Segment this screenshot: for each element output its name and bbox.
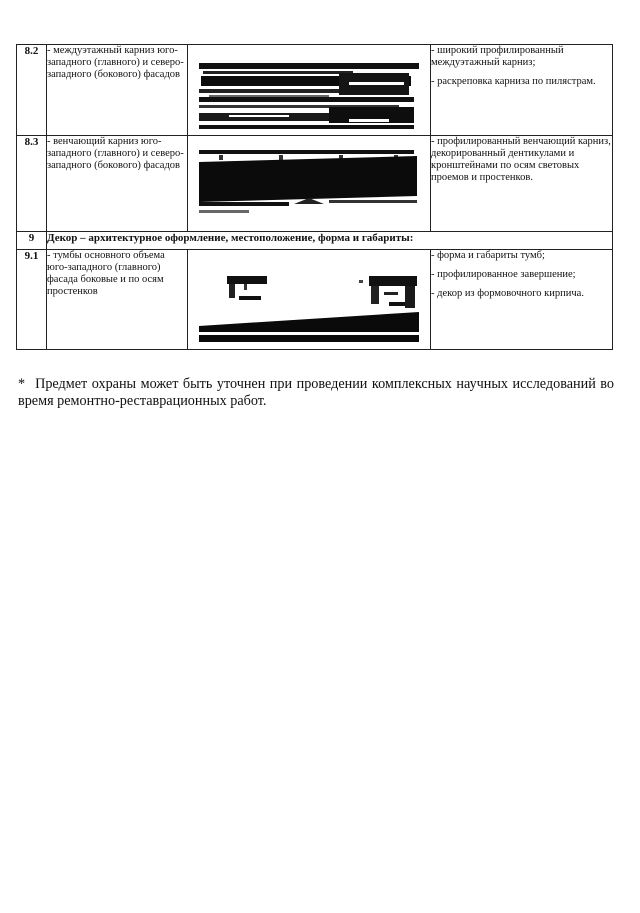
footnote-marker: * xyxy=(18,376,26,392)
row-number: 8.3 xyxy=(17,136,47,232)
feature-list xyxy=(431,45,613,136)
row-number: 9.1 xyxy=(17,250,47,350)
table-row xyxy=(17,45,613,136)
pedestals-photo xyxy=(199,262,419,342)
crowning-cornice-photo xyxy=(199,146,419,222)
table-row xyxy=(17,250,613,350)
feature-item: - профилированное завершение; xyxy=(431,269,576,280)
element-description: - междуэтажный карниз юго-западного (главного) и северо-западного (бокового) фасадов xyxy=(47,45,188,136)
feature-item: - профилированный венчающий карниз, декорированный дентикулами и кронштейнами по осям световых проемов и простенков. xyxy=(431,136,611,183)
footnote xyxy=(18,376,614,410)
feature-item: - декор из формовочного кирпича. xyxy=(431,288,584,299)
section-row xyxy=(17,232,613,250)
photo-cell xyxy=(188,250,431,350)
photo-cell xyxy=(188,136,431,232)
row-number: 9 xyxy=(17,232,47,250)
photo-cell xyxy=(188,45,431,136)
cornice-photo xyxy=(199,57,419,135)
footnote-text: Предмет охраны может быть уточнен при проведении комплексных научных исследований во время ремонтно-реставрационных работ. xyxy=(18,376,614,409)
table-row xyxy=(17,136,613,232)
element-description: - тумбы основного объема юго-западного (главного) фасада боковые и по осям простенков xyxy=(47,250,188,350)
protection-subject-table xyxy=(16,44,613,350)
feature-item: - форма и габариты тумб; xyxy=(431,250,545,261)
feature-item: - широкий профилированный междуэтажный карниз; xyxy=(431,45,564,68)
feature-item: - раскреповка карниза по пилястрам. xyxy=(431,76,596,87)
row-number: 8.2 xyxy=(17,45,47,136)
element-description: - венчающий карниз юго-западного (главного) и северо-западного (бокового) фасадов xyxy=(47,136,188,232)
feature-list xyxy=(431,250,613,350)
section-title: Декор – архитектурное оформление, местоположение, форма и габариты: xyxy=(47,232,613,250)
feature-list xyxy=(431,136,613,232)
